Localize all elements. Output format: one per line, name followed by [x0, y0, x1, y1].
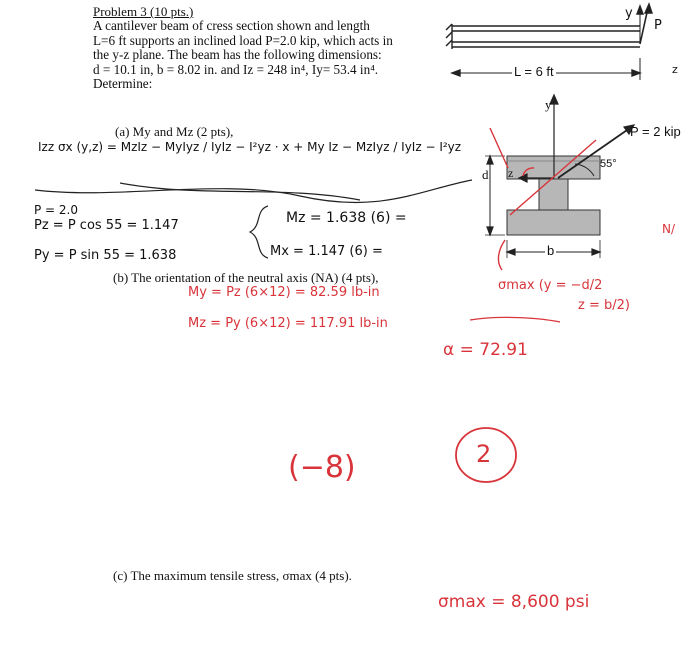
- problem-title: Problem 3 (10 pts.): [93, 4, 194, 19]
- mz-result: Mz = Py (6×12) = 117.91 lb-in: [188, 316, 388, 331]
- statement-line: Determine:: [93, 76, 153, 92]
- p-value: P = 2.0: [34, 203, 79, 217]
- stress-formula: Izz σx (y,z) = MzIz − MyIyz / IyIz − I²yz · x + My Iz − MzIyz / IyIz − I²yz: [38, 140, 462, 154]
- score-value: 2: [476, 440, 492, 468]
- part-b: (b) The orientation of the neutral axis (NA) (4 pts),: [113, 270, 379, 285]
- margin-mark: N/: [662, 222, 676, 236]
- section-z-label: z: [508, 166, 514, 180]
- score-deduction: (−8): [288, 450, 356, 485]
- mx-calc: Mx = 1.147 (6) =: [270, 244, 383, 259]
- length-label: L = 6 ft: [514, 64, 554, 79]
- smax-result: σmax = 8,600 psi: [438, 592, 590, 612]
- pz-value: Pz = P cos 55 = 1.147: [34, 218, 179, 233]
- statement-line: A cantilever beam of cress section shown and length: [93, 18, 370, 33]
- statement-line: L=6 ft supports an inclined load P=2.0 kip, which acts in: [93, 32, 393, 48]
- section-d-label: d: [482, 167, 489, 182]
- beam-y-label: y: [625, 6, 633, 21]
- part-c: (c) The maximum tensile stress, σmax (4 pts).: [113, 568, 352, 583]
- beam-p-label: P: [654, 18, 662, 33]
- mz-calc: Mz = 1.638 (6) =: [286, 210, 407, 226]
- statement-line: d = 10.1 in, b = 8.02 in. and Iz = 248 in⁴, Iy= 53.4 in⁴.: [93, 61, 379, 77]
- part-a: (a) My and Mz (2 pts),: [115, 124, 234, 139]
- section-y-label: y: [545, 97, 552, 112]
- smax-point-b: z = b/2): [578, 298, 630, 313]
- alpha-result: α = 72.91: [443, 340, 528, 360]
- angle-label: 55°: [600, 158, 617, 170]
- statement-line: the y-z plane. The beam has the following dimensions:: [93, 47, 382, 63]
- section-b-label: b: [547, 243, 555, 258]
- smax-point-a: σmax (y = −d/2: [498, 278, 603, 293]
- load-label: P = 2 kip: [630, 124, 681, 139]
- my-result: My = Pz (6×12) = 82.59 lb-in: [188, 285, 380, 300]
- py-value: Py = P sin 55 = 1.638: [34, 248, 177, 263]
- beam-z-label: z: [672, 63, 678, 76]
